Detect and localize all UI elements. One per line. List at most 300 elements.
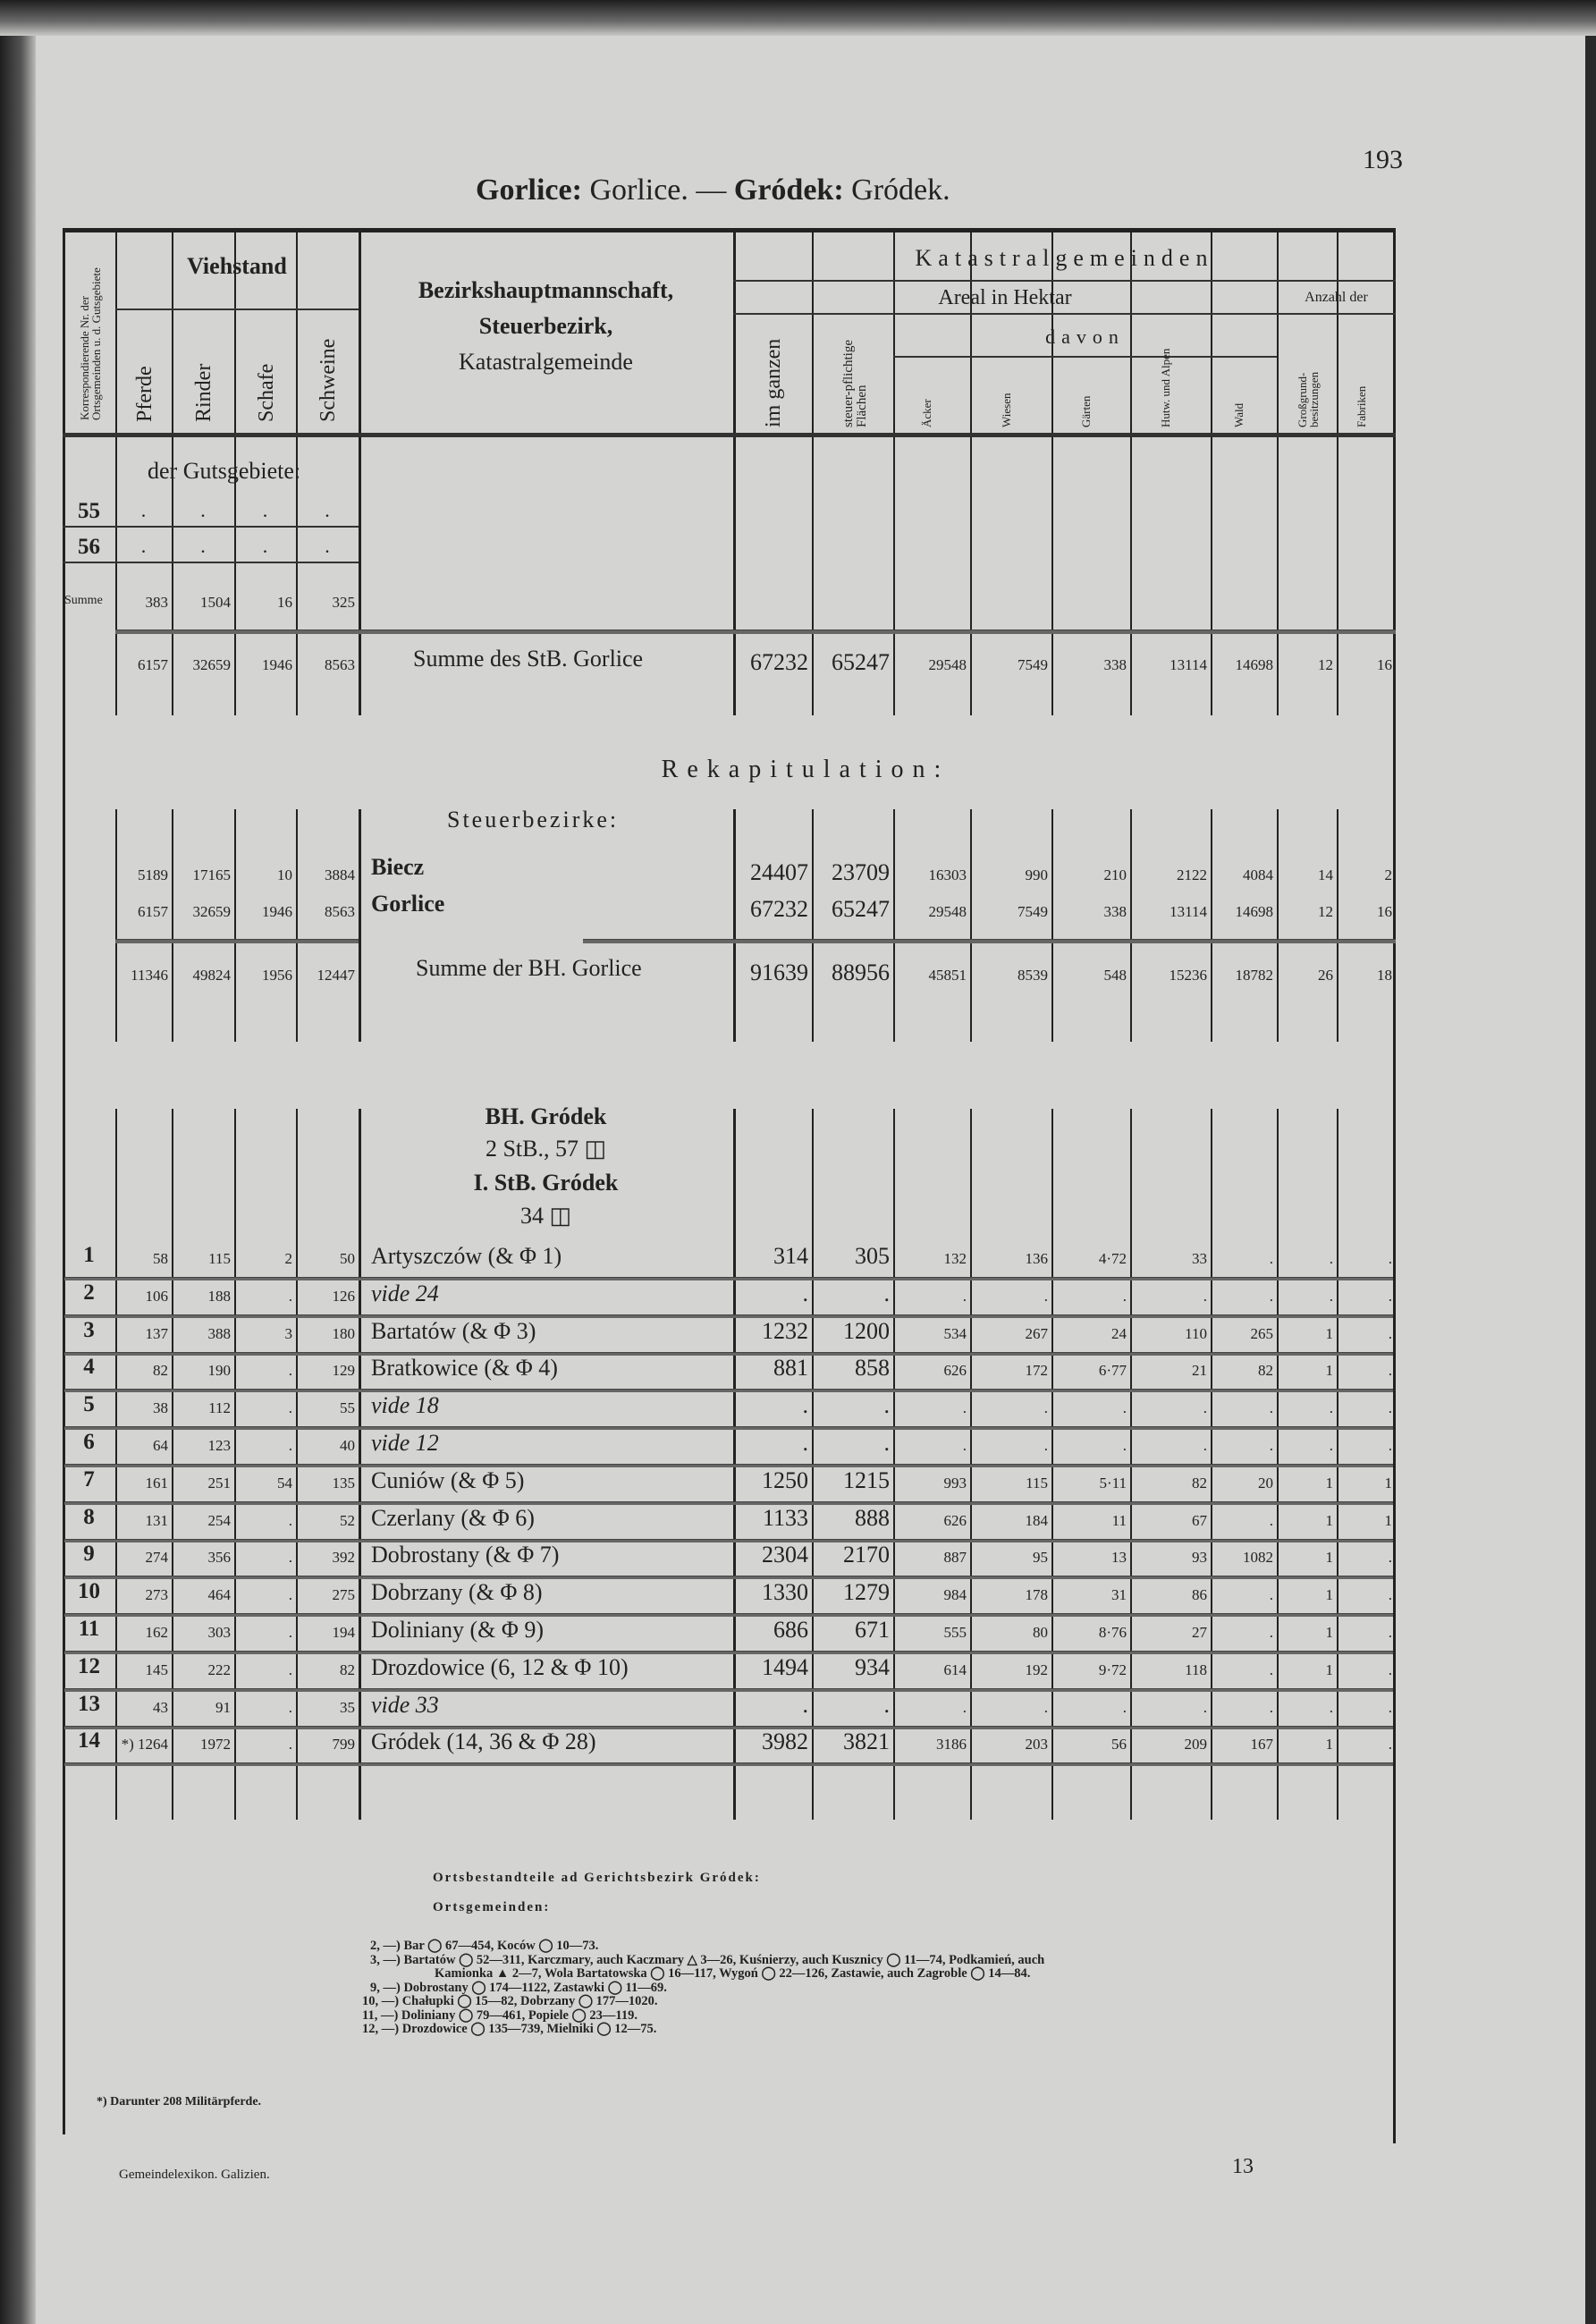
cell-acker: . — [962, 1437, 967, 1454]
header-garten: Gärten — [1079, 395, 1093, 427]
cell-fabriken: . — [1388, 1698, 1392, 1716]
cell-acker: 3186 — [936, 1736, 967, 1754]
cell-rinder: 188 — [207, 1287, 231, 1305]
title-district-a: Gorlice: — [476, 173, 582, 207]
cell-steuer: 1215 — [843, 1466, 890, 1493]
header-schweine: Schweine — [317, 338, 340, 422]
row-rule — [64, 1389, 1393, 1392]
row-name: vide 12 — [371, 1430, 439, 1456]
cell-fabriken: . — [1388, 1324, 1392, 1342]
cell-gross: . — [1329, 1437, 1333, 1454]
column-rule — [1211, 809, 1212, 1042]
cell-garten: 31 — [1111, 1586, 1127, 1604]
cell-im-ganzen: . — [802, 1430, 808, 1456]
row-name: Bartatów (& Φ 3) — [371, 1317, 536, 1344]
row-rule — [64, 1576, 1393, 1579]
row-rule — [64, 1464, 1393, 1467]
bh-grodek-line4: 34 ◫ — [519, 1203, 572, 1229]
cell-gross: . — [1329, 1399, 1333, 1417]
cell-steuer: . — [883, 1392, 890, 1419]
cell-garten: 6·77 — [1098, 1362, 1127, 1380]
row-number: 9 — [83, 1542, 95, 1567]
cell-hutw: . — [1203, 1698, 1207, 1716]
cell-pferde: 58 — [153, 1250, 168, 1267]
cell-wiesen: 136 — [1025, 1250, 1048, 1267]
cell-gross: 1 — [1325, 1511, 1333, 1529]
cell-hutw: 82 — [1192, 1474, 1207, 1492]
cell-im-ganzen: 1250 — [762, 1466, 808, 1493]
row-number: 13 — [78, 1691, 100, 1716]
cell-schafe: . — [288, 1437, 292, 1454]
row-number: 3 — [83, 1317, 95, 1342]
column-rule — [359, 809, 361, 1042]
notes-line: Kamionka ▲ 2—7, Wola Bartatowska ◯ 16—117, Wygoń ◯ 22—126, Zastawie, auch Zagroble ◯ 14—84. — [435, 1966, 1031, 1981]
cell-garten: 5·11 — [1099, 1474, 1127, 1492]
cell-wiesen: . — [1043, 1287, 1048, 1305]
row-number: 6 — [83, 1430, 95, 1454]
cell-rinder: 17165 — [192, 866, 231, 883]
row-name: Dobrostany (& Φ 7) — [371, 1542, 560, 1568]
cell-pferde: 145 — [145, 1661, 168, 1678]
cell-garten: 8·76 — [1098, 1624, 1127, 1641]
cell-wiesen: . — [1043, 1698, 1048, 1716]
rekap-subtitle: Steuerbezirke: — [447, 807, 620, 832]
cell-rinder: 388 — [207, 1324, 231, 1342]
title-district-b-plain: Gródek. — [851, 173, 950, 207]
cell-fabriken: . — [1388, 1549, 1392, 1567]
cell-schweine: 8563 — [325, 903, 355, 920]
cell-wiesen: 267 — [1025, 1324, 1048, 1342]
cell-pferde: 274 — [145, 1549, 168, 1567]
bh-grodek-line1: BH. Gródek — [485, 1103, 607, 1129]
row-name: Gródek (14, 36 & Φ 28) — [371, 1728, 596, 1755]
cell-im-ganzen: 2304 — [762, 1542, 808, 1568]
cell-im-ganzen: 91639 — [750, 959, 808, 985]
scan-edge-left — [0, 0, 36, 2324]
header-katastralgemeinden: Katastralgemeinden — [915, 245, 1214, 271]
cell-fabriken: . — [1388, 1437, 1392, 1454]
cell-steuer: 23709 — [832, 859, 890, 885]
cell-schweine: 799 — [332, 1736, 355, 1754]
row-number: 11 — [78, 1617, 100, 1641]
cell-steuer: 88956 — [832, 959, 890, 985]
cell-acker: 626 — [943, 1362, 967, 1380]
cell-schweine: 40 — [340, 1437, 355, 1454]
cell-steuer: 858 — [855, 1355, 890, 1382]
cell-hutw: . — [1203, 1399, 1207, 1417]
cell-fabriken: 1 — [1384, 1511, 1392, 1529]
cell-garten: 56 — [1111, 1736, 1127, 1754]
cell-acker: 993 — [943, 1474, 967, 1492]
cell-schweine: 194 — [332, 1624, 355, 1641]
row-name: vide 24 — [371, 1280, 439, 1306]
cell-gross: 1 — [1325, 1362, 1333, 1380]
header-name-line2: Steuerbezirk, — [478, 313, 613, 339]
cell-wald: 265 — [1250, 1324, 1273, 1342]
column-rule — [1337, 809, 1338, 1042]
row-number: 2 — [83, 1280, 95, 1305]
cell-wald: 14698 — [1235, 903, 1273, 920]
cell-pferde: 6157 — [138, 656, 168, 673]
cell-wald: . — [1269, 1698, 1273, 1716]
row-number: 4 — [83, 1355, 95, 1380]
header-rinder: Rinder — [192, 363, 215, 422]
cell-hutw: 13114 — [1170, 903, 1207, 920]
cell-hutw: 13114 — [1170, 656, 1207, 673]
cell-wiesen: 172 — [1025, 1362, 1048, 1380]
cell-fabriken: 18 — [1377, 967, 1392, 984]
cell-pferde: 82 — [153, 1362, 168, 1380]
row-rule — [64, 1539, 1393, 1542]
row-name: vide 18 — [371, 1392, 439, 1419]
cell-rinder: 356 — [207, 1549, 231, 1567]
cell-wald: . — [1269, 1250, 1273, 1267]
cell-wiesen: 184 — [1025, 1511, 1048, 1529]
cell-schweine: 126 — [332, 1287, 355, 1305]
cell-pferde: 43 — [153, 1698, 168, 1716]
cell-schafe: 1956 — [262, 967, 292, 984]
cell-fabriken: . — [1388, 1287, 1392, 1305]
cell-schafe: 3 — [284, 1324, 292, 1342]
cell-steuer: 888 — [855, 1504, 890, 1531]
cell-pferde: 273 — [145, 1586, 168, 1604]
cell-gross: 14 — [1318, 866, 1333, 883]
row-rule — [63, 562, 359, 563]
cell-steuer: 1200 — [843, 1317, 890, 1344]
row-rule — [64, 1352, 1393, 1356]
header-gross: Großgrund-besitzungen — [1295, 371, 1321, 427]
header-im_ganzen: im ganzen — [762, 338, 785, 427]
cell-steuer: 671 — [855, 1617, 890, 1643]
row-name: Doliniany (& Φ 9) — [371, 1617, 545, 1643]
notes-line: 12, —) Drozdowice ◯ 135—739, Mielniki ◯ 12—75. — [362, 2022, 657, 2036]
gutsgebiete-cell: . — [200, 499, 206, 521]
cell-acker: 132 — [943, 1250, 967, 1267]
cell-acker: . — [962, 1287, 967, 1305]
cell-wiesen: 7549 — [1018, 656, 1048, 673]
row-number: 5 — [83, 1392, 95, 1417]
cell-gross: 1 — [1325, 1661, 1333, 1678]
cell-schafe: 10 — [277, 866, 292, 883]
cell-rinder: 115 — [208, 1250, 231, 1267]
gutsgebiete-cell: . — [325, 535, 330, 557]
cell-pferde: 161 — [145, 1474, 168, 1492]
header-name-line1: Bezirkshauptmannschaft, — [418, 277, 674, 303]
cell-pferde: 131 — [145, 1511, 168, 1529]
cell-fabriken: 16 — [1377, 903, 1392, 920]
cell-wiesen: . — [1043, 1399, 1048, 1417]
cell-im-ganzen: 67232 — [750, 896, 808, 922]
cell-acker: 16303 — [928, 866, 967, 883]
cell-schweine: 8563 — [325, 656, 355, 673]
cell-gross: 26 — [1318, 967, 1333, 984]
cell-wald: . — [1269, 1624, 1273, 1641]
cell-wald: 20 — [1258, 1474, 1273, 1492]
cell-schafe: 1946 — [262, 656, 292, 673]
cell-fabriken: . — [1388, 1362, 1392, 1380]
cell-gross: 1 — [1325, 1324, 1333, 1342]
cell-hutw: 33 — [1192, 1250, 1207, 1267]
notes-line: 2, —) Bar ◯ 67—454, Koców ◯ 10—73. — [370, 1939, 599, 1953]
cell-im-ganzen: 1330 — [762, 1579, 808, 1606]
cell-schweine: 129 — [332, 1362, 355, 1380]
column-rule — [812, 809, 814, 1042]
cell-wiesen: 80 — [1033, 1624, 1048, 1641]
cell-pferde: 6157 — [138, 903, 168, 920]
header-davon: davon — [1045, 325, 1125, 348]
cell-pferde: 106 — [145, 1287, 168, 1305]
cell-acker: . — [962, 1698, 967, 1716]
notes-line: 10, —) Chałupki ◯ 15—82, Dobrzany ◯ 177—1020. — [362, 1994, 658, 2008]
row-rule — [63, 526, 359, 528]
cell-rinder: 49824 — [192, 967, 231, 984]
cell-pferde: 64 — [153, 1437, 168, 1454]
cell-wiesen: . — [1043, 1437, 1048, 1454]
cell-fabriken: 2 — [1384, 866, 1392, 883]
cell-im-ganzen: 1232 — [762, 1317, 808, 1344]
cell-garten: 24 — [1111, 1324, 1127, 1342]
page-title — [476, 173, 950, 207]
cell-schweine: 35 — [340, 1698, 355, 1716]
cell-schweine: 325 — [332, 594, 355, 611]
row-name: Artyszczów (& Φ 1) — [371, 1243, 562, 1269]
column-rule — [1130, 809, 1132, 1042]
cell-pferde: 11346 — [131, 967, 168, 984]
gutsgebiete-label: der Gutsgebiete: — [148, 458, 301, 484]
row-name: Cuniów (& Φ 5) — [371, 1466, 525, 1493]
cell-steuer: 2170 — [843, 1542, 890, 1568]
cell-gross: . — [1329, 1698, 1333, 1716]
row-name: Bratkowice (& Φ 4) — [371, 1355, 558, 1382]
cell-im-ganzen: 686 — [773, 1617, 808, 1643]
notes-line: 9, —) Dobrostany ◯ 174—1122, Zastawki ◯ 11—69. — [370, 1980, 667, 1995]
cell-fabriken: 1 — [1384, 1474, 1392, 1492]
cell-acker: 555 — [943, 1624, 967, 1641]
cell-im-ganzen: 881 — [773, 1355, 808, 1382]
title-district-b: Gródek: — [733, 173, 844, 207]
cell-wald: 4084 — [1243, 866, 1273, 883]
rekap-summe-rule-right — [583, 939, 1396, 943]
cell-rinder: 464 — [207, 1586, 231, 1604]
cell-steuer: 65247 — [832, 896, 890, 922]
header-bottom-rule — [63, 433, 1396, 437]
cell-rinder: 123 — [207, 1437, 231, 1454]
cell-schafe: . — [288, 1661, 292, 1678]
cell-fabriken: 16 — [1377, 656, 1392, 673]
areal-rule — [733, 313, 1396, 315]
gutsgebiete-cell: . — [140, 499, 147, 521]
cell-rinder: 32659 — [192, 656, 231, 673]
bh-grodek-line2: 2 StB., 57 ◫ — [485, 1136, 607, 1162]
summe-stb-label: Summe des StB. Gorlice — [413, 646, 644, 672]
cell-im-ganzen: 24407 — [750, 859, 808, 885]
cell-rinder: 1972 — [200, 1736, 231, 1754]
row-rule — [64, 1688, 1393, 1692]
cell-acker: 45851 — [928, 967, 967, 984]
header-nr: Korrespondierende Nr. der Ortsgemeinden u. d. Gutsgebiete — [77, 267, 103, 420]
header-steuer: steuer-pflichtige Flächen — [840, 340, 869, 427]
cell-steuer: . — [883, 1280, 890, 1306]
cell-schafe: . — [288, 1586, 292, 1604]
cell-im-ganzen: 3982 — [762, 1728, 808, 1755]
cell-hutw: 27 — [1192, 1624, 1207, 1641]
cell-schweine: 12447 — [317, 967, 355, 984]
cell-rinder: 190 — [207, 1362, 231, 1380]
cell-gross: 1 — [1325, 1549, 1333, 1567]
cell-gross: . — [1329, 1287, 1333, 1305]
cell-rinder: 251 — [207, 1474, 231, 1492]
cell-garten: . — [1122, 1437, 1127, 1454]
row-rule — [64, 1613, 1393, 1617]
cell-wiesen: 8539 — [1018, 967, 1048, 984]
header-name-line3: Katastralgemeinde — [459, 349, 633, 375]
column-rule — [970, 809, 972, 1042]
row-number: 12 — [78, 1653, 100, 1678]
cell-hutw: 2122 — [1177, 866, 1207, 883]
gutsgebiete-nr: 56 — [78, 535, 100, 559]
row-rule — [64, 1762, 1393, 1766]
cell-im-ganzen: . — [802, 1691, 808, 1718]
rekap-summe-label: Summe der BH. Gorlice — [416, 955, 642, 981]
cell-schafe: 54 — [277, 1474, 292, 1492]
cell-schafe: 1946 — [262, 903, 292, 920]
row-name: Czerlany (& Φ 6) — [371, 1504, 535, 1531]
header-wald: Wald — [1232, 402, 1246, 427]
footer-signature: 13 — [1232, 2155, 1254, 2178]
page-number: 193 — [1363, 145, 1403, 174]
cell-schafe: . — [288, 1624, 292, 1641]
cell-hutw: 86 — [1192, 1586, 1207, 1604]
katastral-rule — [733, 280, 1396, 282]
notes-heading: Ortsbestandteile ad Gerichtsbezirk Gródek: — [433, 1871, 761, 1885]
cell-garten: . — [1122, 1287, 1127, 1305]
gutsgebiete-summe-label: Summe — [64, 594, 103, 607]
cell-wald: . — [1269, 1586, 1273, 1604]
cell-schafe: 16 — [277, 594, 292, 611]
cell-pferde: 137 — [145, 1324, 168, 1342]
cell-schweine: 275 — [332, 1586, 355, 1604]
cell-wald: . — [1269, 1287, 1273, 1305]
cell-gross: 1 — [1325, 1624, 1333, 1641]
column-rule — [234, 809, 236, 1042]
cell-wiesen: 192 — [1025, 1661, 1048, 1678]
cell-acker: 984 — [943, 1586, 967, 1604]
cell-acker: 887 — [943, 1549, 967, 1567]
cell-im-ganzen: 1133 — [762, 1504, 808, 1531]
row-rule — [64, 1651, 1393, 1654]
cell-im-ganzen: . — [802, 1280, 808, 1306]
cell-steuer: 305 — [855, 1243, 890, 1269]
cell-steuer: 934 — [855, 1653, 890, 1680]
row-name: vide 33 — [371, 1691, 439, 1718]
notes-subheading: Ortsgemeinden: — [433, 1900, 551, 1914]
cell-schafe: . — [288, 1362, 292, 1380]
cell-steuer: . — [883, 1691, 890, 1718]
header-anzahl: Anzahl der — [1305, 290, 1368, 305]
gutsgebiete-cell: . — [200, 535, 206, 557]
cell-rinder: 222 — [207, 1661, 231, 1678]
cell-fabriken: . — [1388, 1624, 1392, 1641]
header-fabriken: Fabriken — [1355, 385, 1368, 427]
gutsgebiete-cell: . — [325, 499, 330, 521]
cell-pferde: *) 1264 — [121, 1736, 168, 1754]
cell-steuer: . — [883, 1430, 890, 1456]
cell-im-ganzen: 314 — [773, 1243, 808, 1269]
title-district-a-plain: Gorlice. — [589, 173, 688, 207]
cell-schweine: 50 — [340, 1250, 355, 1267]
cell-schweine: 82 — [340, 1661, 355, 1678]
column-rule — [296, 809, 298, 1042]
column-rule — [733, 809, 736, 1042]
cell-schweine: 55 — [340, 1399, 355, 1417]
cell-acker: 614 — [943, 1661, 967, 1678]
cell-garten: 9·72 — [1098, 1661, 1127, 1678]
cell-gross: 12 — [1318, 656, 1333, 673]
cell-hutw: . — [1203, 1287, 1207, 1305]
row-rule — [64, 1277, 1393, 1280]
table-top-rule — [63, 228, 1396, 232]
column-rule — [1277, 809, 1279, 1042]
cell-acker: 29548 — [928, 903, 967, 920]
header-areal: Areal in Hektar — [938, 286, 1072, 309]
gutsgebiete-nr: 55 — [78, 499, 100, 523]
row-number: 8 — [83, 1504, 95, 1529]
cell-acker: 534 — [943, 1324, 967, 1342]
cell-schafe: 2 — [284, 1250, 292, 1267]
cell-gross: 1 — [1325, 1736, 1333, 1754]
header-viehstand: Viehstand — [187, 253, 287, 279]
row-name: Drozdowice (6, 12 & Φ 10) — [371, 1653, 629, 1680]
row-number: 7 — [83, 1466, 95, 1492]
column-rule — [115, 809, 117, 1042]
cell-schafe: . — [288, 1698, 292, 1716]
cell-garten: 338 — [1103, 903, 1127, 920]
cell-schafe: . — [288, 1511, 292, 1529]
cell-wiesen: 178 — [1025, 1586, 1048, 1604]
rekap-summe-rule-left — [115, 939, 359, 943]
cell-steuer: 1279 — [843, 1579, 890, 1606]
gutsgebiete-cell: . — [262, 535, 268, 557]
cell-acker: 29548 — [928, 656, 967, 673]
header-hutw: Hutw. und Alpen — [1159, 348, 1172, 427]
column-rule — [893, 809, 895, 1042]
cell-hutw: 15236 — [1169, 967, 1207, 984]
header-schafe: Schafe — [254, 363, 278, 422]
gutsgebiete-cell: . — [262, 499, 268, 521]
cell-hutw: 209 — [1184, 1736, 1207, 1754]
cell-wald: 1082 — [1243, 1549, 1273, 1567]
cell-wiesen: 990 — [1025, 866, 1048, 883]
cell-hutw: 67 — [1192, 1511, 1207, 1529]
cell-rinder: 32659 — [192, 903, 231, 920]
cell-schweine: 180 — [332, 1324, 355, 1342]
row-name: Dobrzany (& Φ 8) — [371, 1579, 543, 1606]
footnote-militaerpferde: *) Darunter 208 Militärpferde. — [97, 2095, 262, 2109]
cell-garten: 13 — [1111, 1549, 1127, 1567]
cell-wiesen: 115 — [1026, 1474, 1048, 1492]
rekap-district-name: Gorlice — [371, 891, 445, 917]
cell-garten: 4·72 — [1098, 1250, 1127, 1267]
cell-rinder: 303 — [207, 1624, 231, 1641]
row-number: 14 — [78, 1728, 100, 1754]
column-rule — [359, 437, 361, 715]
cell-wald: 82 — [1258, 1362, 1273, 1380]
bh-grodek-line3: I. StB. Gródek — [473, 1170, 619, 1196]
cell-hutw: . — [1203, 1437, 1207, 1454]
cell-pferde: 5189 — [138, 866, 168, 883]
cell-steuer: 3821 — [843, 1728, 890, 1755]
cell-garten: . — [1122, 1399, 1127, 1417]
